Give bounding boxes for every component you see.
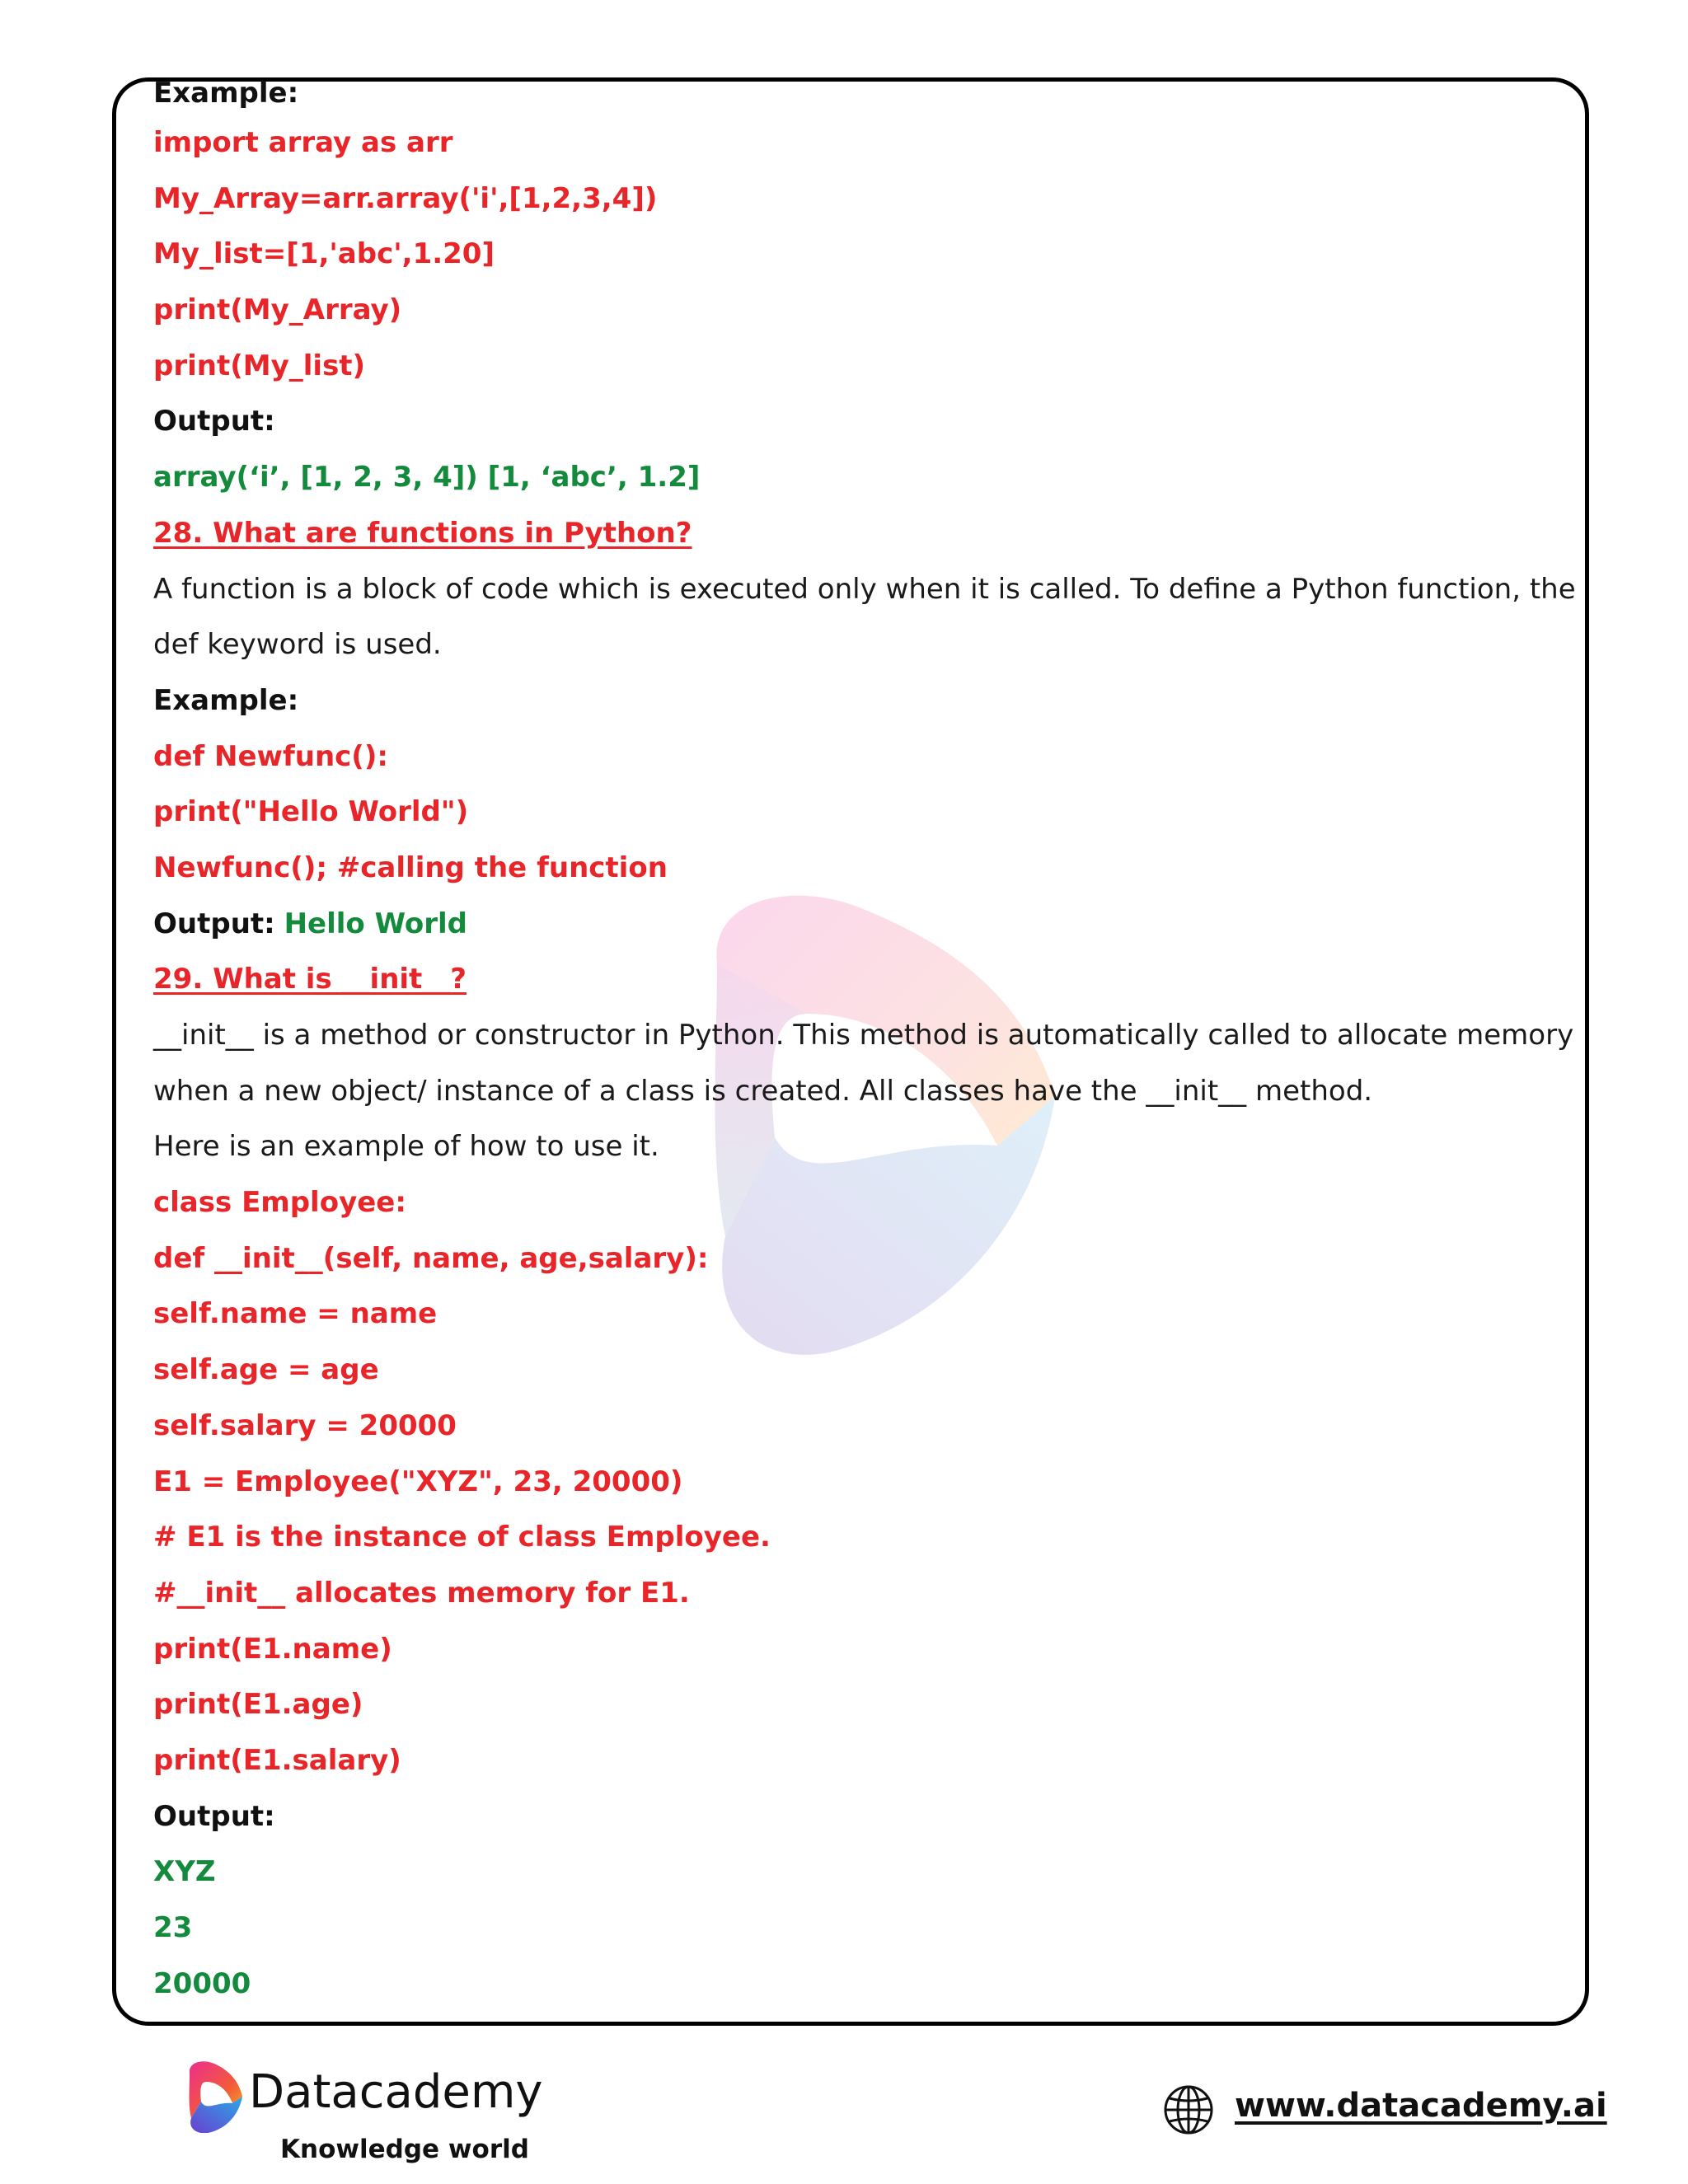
output-value: Hello World bbox=[284, 907, 468, 940]
example-heading: Example: bbox=[153, 683, 299, 717]
website-url[interactable]: www.datacademy.ai bbox=[1235, 2087, 1607, 2125]
datacademy-logo-icon bbox=[185, 2060, 244, 2133]
line-2 bbox=[153, 115, 1571, 171]
code-line: My_Array=arr.array('i',[1,2,3,4]) bbox=[153, 181, 658, 215]
output-heading: Output: bbox=[153, 405, 275, 438]
question-heading: 29. What is __init__? bbox=[153, 963, 467, 996]
line-19 bbox=[153, 1064, 1571, 1120]
code-line: My_list=[1,'abc',1.20] bbox=[153, 237, 495, 271]
line-27 bbox=[153, 1510, 1571, 1566]
line-1 bbox=[153, 71, 1571, 115]
line-12 bbox=[153, 673, 1571, 729]
document-content bbox=[153, 71, 1576, 2012]
line-3 bbox=[153, 171, 1571, 227]
code-line: print(My_Array) bbox=[153, 293, 402, 327]
line-25 bbox=[153, 1399, 1571, 1455]
line-28 bbox=[153, 1566, 1571, 1622]
body-text: when a new object/ instance of a class is created. All classes have the __init__ method. bbox=[153, 1074, 1373, 1108]
line-18 bbox=[153, 1008, 1574, 1064]
output-line: 23 bbox=[153, 1911, 193, 1944]
code-line: def Newfunc(): bbox=[153, 739, 388, 773]
line-4 bbox=[153, 227, 1571, 283]
output-line: XYZ bbox=[153, 1855, 216, 1889]
code-line: self.age = age bbox=[153, 1353, 379, 1387]
line-23 bbox=[153, 1286, 1571, 1343]
example-heading: Example: bbox=[153, 77, 299, 110]
line-26 bbox=[153, 1455, 1571, 1511]
brand-name: Datacademy bbox=[249, 2065, 543, 2119]
line-11 bbox=[153, 617, 1571, 673]
line-32 bbox=[153, 1789, 1571, 1845]
line-31 bbox=[153, 1733, 1571, 1789]
output-heading: Output: bbox=[153, 1799, 275, 1833]
code-line: print(My_list) bbox=[153, 349, 366, 382]
line-7 bbox=[153, 394, 1571, 450]
line-10 bbox=[153, 562, 1576, 618]
body-text: Here is an example of how to use it. bbox=[153, 1130, 659, 1164]
line-9 bbox=[153, 506, 1571, 562]
code-line: class Employee: bbox=[153, 1186, 406, 1220]
line-16 bbox=[153, 897, 1571, 953]
line-33 bbox=[153, 1844, 1571, 1900]
code-line: self.name = name bbox=[153, 1297, 438, 1331]
code-line: Newfunc(); #calling the function bbox=[153, 851, 668, 884]
output-line: 20000 bbox=[153, 1966, 251, 2000]
line-22 bbox=[153, 1231, 1571, 1287]
line-15 bbox=[153, 841, 1571, 897]
code-line: print(E1.salary) bbox=[153, 1743, 401, 1777]
line-29 bbox=[153, 1622, 1571, 1678]
output-heading: Output: bbox=[153, 907, 275, 940]
code-line: #__init__ allocates memory for E1. bbox=[153, 1576, 690, 1610]
question-heading: 28. What are functions in Python? bbox=[153, 516, 692, 550]
output-line: array(‘i’, [1, 2, 3, 4]) [1, ‘abc’, 1.2] bbox=[153, 461, 701, 494]
code-line: print("Hello World") bbox=[153, 795, 469, 829]
line-30 bbox=[153, 1677, 1571, 1733]
code-line: # E1 is the instance of class Employee. bbox=[153, 1521, 771, 1554]
code-line: print(E1.name) bbox=[153, 1632, 392, 1666]
body-text: def keyword is used. bbox=[153, 628, 442, 662]
brand-tagline: Knowledge world bbox=[280, 2135, 529, 2164]
line-24 bbox=[153, 1343, 1571, 1399]
line-17 bbox=[153, 952, 1571, 1008]
line-13 bbox=[153, 729, 1571, 785]
line-35 bbox=[153, 1957, 1571, 2013]
line-21 bbox=[153, 1175, 1571, 1231]
code-line: def __init__(self, name, age,salary): bbox=[153, 1241, 709, 1275]
globe-icon bbox=[1162, 2083, 1215, 2136]
line-8 bbox=[153, 450, 1571, 506]
line-14 bbox=[153, 785, 1571, 841]
code-line: print(E1.age) bbox=[153, 1688, 363, 1722]
line-34 bbox=[153, 1900, 1571, 1957]
body-text: __init__ is a method or constructor in Python. This method is automatically called to allocate memory bbox=[153, 1019, 1574, 1052]
code-line: import array as arr bbox=[153, 126, 453, 159]
code-line: self.salary = 20000 bbox=[153, 1408, 457, 1442]
line-6 bbox=[153, 339, 1571, 395]
line-5 bbox=[153, 283, 1571, 339]
body-text: A function is a block of code which is executed only when it is called. To define a Python function, the bbox=[153, 572, 1576, 606]
line-20 bbox=[153, 1119, 1571, 1175]
code-line: E1 = Employee("XYZ", 23, 20000) bbox=[153, 1465, 683, 1498]
